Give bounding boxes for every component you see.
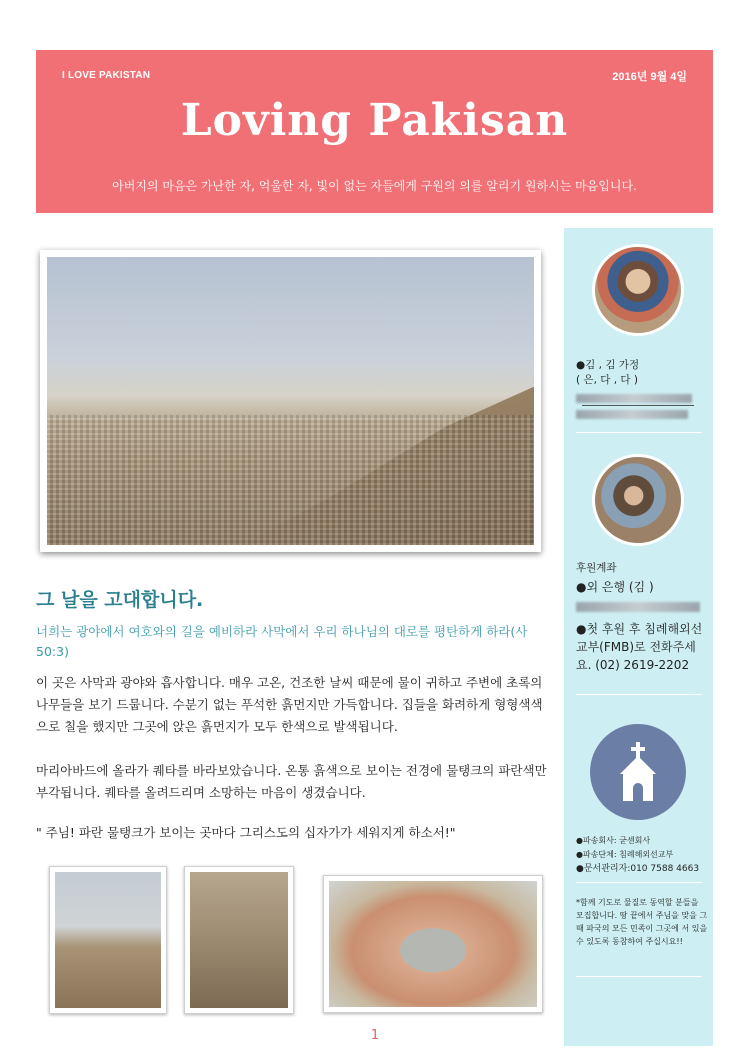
church-icon xyxy=(590,724,686,820)
main-photo-frame xyxy=(40,250,541,552)
redacted-info xyxy=(576,410,688,419)
city-panorama-photo xyxy=(47,257,534,545)
page-number: 1 xyxy=(370,1028,380,1043)
article-paragraph: 이 곳은 사막과 광야와 흡사합니다. 매우 고온, 건조한 날씨 때문에 물이 귀하고 주변에 초록의 나무들을 보기 드뭅니다. 수분기 없는 푸석한 흙먼지만 가득합니다. 집들을 화려하게 형형색색으로 칠을 했지만 그곳에 앉은 흙먼지가 모두 한색으로 발색됩니다. xyxy=(36,675,543,734)
header-tag: I LOVE PAKISTAN xyxy=(62,70,151,81)
photo-heart-hands xyxy=(323,875,543,1013)
header-date: 2016년 9월 4일 xyxy=(612,71,687,83)
bank-name: ●외 은행 (김 ) xyxy=(576,580,654,594)
divider xyxy=(576,694,702,695)
photo-hillside xyxy=(49,866,167,1014)
article-paragraph: 마리아바드에 올라가 퀘타를 바라보았습니다. 온통 흙색으로 보이는 전경에 물탱크의 파란색만 부각됩니다. 퀘타를 올려드리며 소망하는 마음이 생겼습니다. xyxy=(36,763,547,800)
redacted-info xyxy=(576,394,692,403)
account-title: 후원계좌 xyxy=(576,562,617,574)
newsletter-header xyxy=(36,50,713,213)
photo-alley xyxy=(184,866,294,1014)
redacted-underline xyxy=(582,405,694,406)
first-donation-note: ●첫 후원 후 침례해외선교부(FMB)로 전화주세요. (02) 2619-2202 xyxy=(576,622,703,672)
sending-organization: ●파송단체: 침례해외선교부 xyxy=(576,850,674,859)
newsletter-title: Loving Pakisan xyxy=(180,95,569,146)
sending-company: ●파송회사: 굳센회사 xyxy=(576,836,651,845)
family-photo xyxy=(592,244,684,336)
article-verse: 너희는 광야에서 여호와의 길을 예비하라 사막에서 우리 하나님의 대로를 평탄하게 하라(사50:3) xyxy=(36,624,528,659)
article-title: 그 날을 고대합니다. xyxy=(36,589,204,611)
family-line-1: ●김 , 김 가정 xyxy=(576,359,640,371)
redacted-account-number xyxy=(576,602,700,612)
document-manager: ●문서관리자:010 7588 4663 xyxy=(576,864,700,874)
family-names xyxy=(576,358,706,388)
divider xyxy=(576,976,702,977)
divider xyxy=(576,432,702,433)
family-line-2: ( 은, 다 , 다 ) xyxy=(576,374,638,386)
prayer-request: *함께 기도로 물질로 동역할 분들을 모집합니다. 땅 끝에서 주님을 맞을 그 때 파국의 모든 민족이 그곳에 서 있을 수 있도록 동참하여 주십시요!! xyxy=(576,898,708,946)
mission-photo xyxy=(592,454,684,546)
newsletter-subtitle: 아버지의 마음은 가난한 자, 억울한 자, 빛이 없는 자들에게 구원의 의를 알리기 원하시는 마음입니다. xyxy=(112,179,637,193)
sidebar xyxy=(564,228,713,1046)
divider xyxy=(576,882,702,883)
article-paragraph: " 주님! 파란 물탱크가 보이는 곳마다 그리스도의 십자가가 세워지게 하소서!" xyxy=(36,825,456,840)
